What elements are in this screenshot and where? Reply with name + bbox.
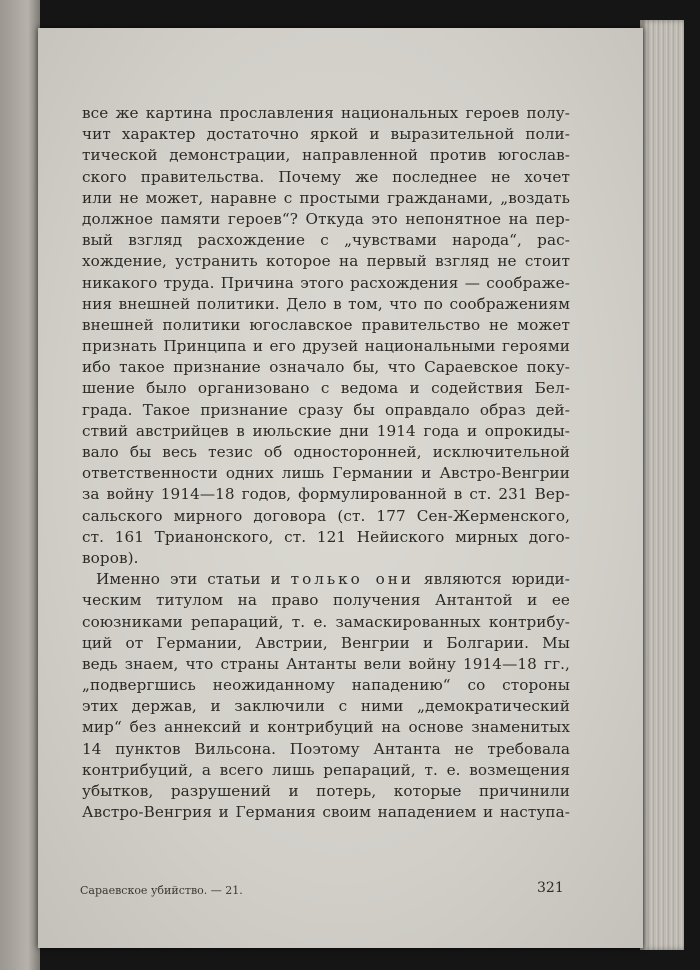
text-line: этих держав, и заключили с ними „демократический	[82, 697, 570, 716]
text-line: признать Принципа и его друзей национальными героями	[82, 337, 570, 356]
emphasized-text: только они	[290, 570, 414, 589]
text-line: чит характер достаточно яркой и выразительной поли-	[82, 125, 570, 144]
text-line: за войну 1914—18 годов, формулированной в ст. 231 Вер-	[82, 485, 570, 504]
text-line: мир“ без аннексий и контрибуций на основе знаменитых	[82, 718, 570, 737]
paragraph-2	[82, 569, 570, 823]
paragraph-1	[82, 103, 570, 569]
text-line: союзниками репараций, т. е. замаскированных контрибу-	[82, 612, 570, 631]
text-line: ответственности одних лишь Германии и Австро-Венгрии	[82, 464, 570, 483]
text-fragment: являются юриди-	[414, 570, 570, 589]
text-line: ведь знаем, что страны Антанты вели войну 1914—18 гг.,	[82, 654, 570, 673]
text-line: контрибуций, а всего лишь репараций, т. е. возмещения	[82, 760, 570, 779]
text-line: вало бы весь тезис об односторонней, исключительной	[82, 443, 570, 461]
page-stack-edge	[640, 20, 684, 950]
text-line: сальского мирного договора (ст. 177 Сен-Жерменского,	[82, 506, 570, 525]
page-text	[82, 103, 570, 823]
text-line: ского правительства. Почему же последнее не хочет	[82, 167, 570, 186]
text-line: внешней политики югославское правительство не может	[82, 315, 570, 334]
text-line: все же картина прославления национальных героев полу-	[82, 104, 570, 122]
text-line: воров).	[82, 548, 139, 567]
text-line: Австро-Венгрия и Германия своим нападением и наступа-	[82, 803, 570, 822]
text-line: никакого труда. Причина этого расхождения — соображе-	[82, 273, 570, 292]
page-number: 321	[537, 880, 564, 896]
text-fragment: Именно эти статьи и	[96, 570, 291, 589]
text-line: ческим титулом на право получения Антантой и ее	[82, 591, 570, 610]
text-line: должное памяти героев“? Откуда это непонятное на пер-	[82, 209, 570, 228]
text-line: убытков, разрушений и потерь, которые причинили	[82, 782, 570, 800]
text-line: шение было организовано с ведома и содействия Бел-	[82, 379, 570, 398]
text-line: града. Такое признание сразу бы оправдало образ дей-	[82, 400, 570, 419]
text-line: или не может, наравне с простыми гражданами, „воздать	[82, 188, 570, 207]
text-line: вый взгляд расхождение с „чувствами народа“, рас-	[82, 231, 570, 250]
text-line: „подвергшись неожиданному нападению“ со стороны	[82, 676, 570, 695]
text-line: хождение, устранить которое на первый взгляд не стоит	[82, 252, 570, 271]
footer-signature: Сараевское убийство. — 21.	[80, 884, 243, 897]
text-line: 14 пунктов Вильсона. Поэтому Антанта не требовала	[82, 739, 570, 758]
text-line: тической демонстрации, направленной против югослав-	[82, 146, 570, 165]
previous-page-edge	[0, 0, 40, 970]
text-line: ствий австрийцев в июльские дни 1914 года и опрокиды-	[82, 421, 570, 440]
text-line: ния внешней политики. Дело в том, что по соображениям	[82, 294, 570, 313]
text-line: ибо такое признание означало бы, что Сараевское поку-	[82, 358, 570, 377]
text-line: ций от Германии, Австрии, Венгрии и Болгарии. Мы	[82, 633, 570, 652]
text-line	[82, 569, 570, 590]
text-line: ст. 161 Трианонского, ст. 121 Нейиского мирных дого-	[82, 527, 570, 546]
